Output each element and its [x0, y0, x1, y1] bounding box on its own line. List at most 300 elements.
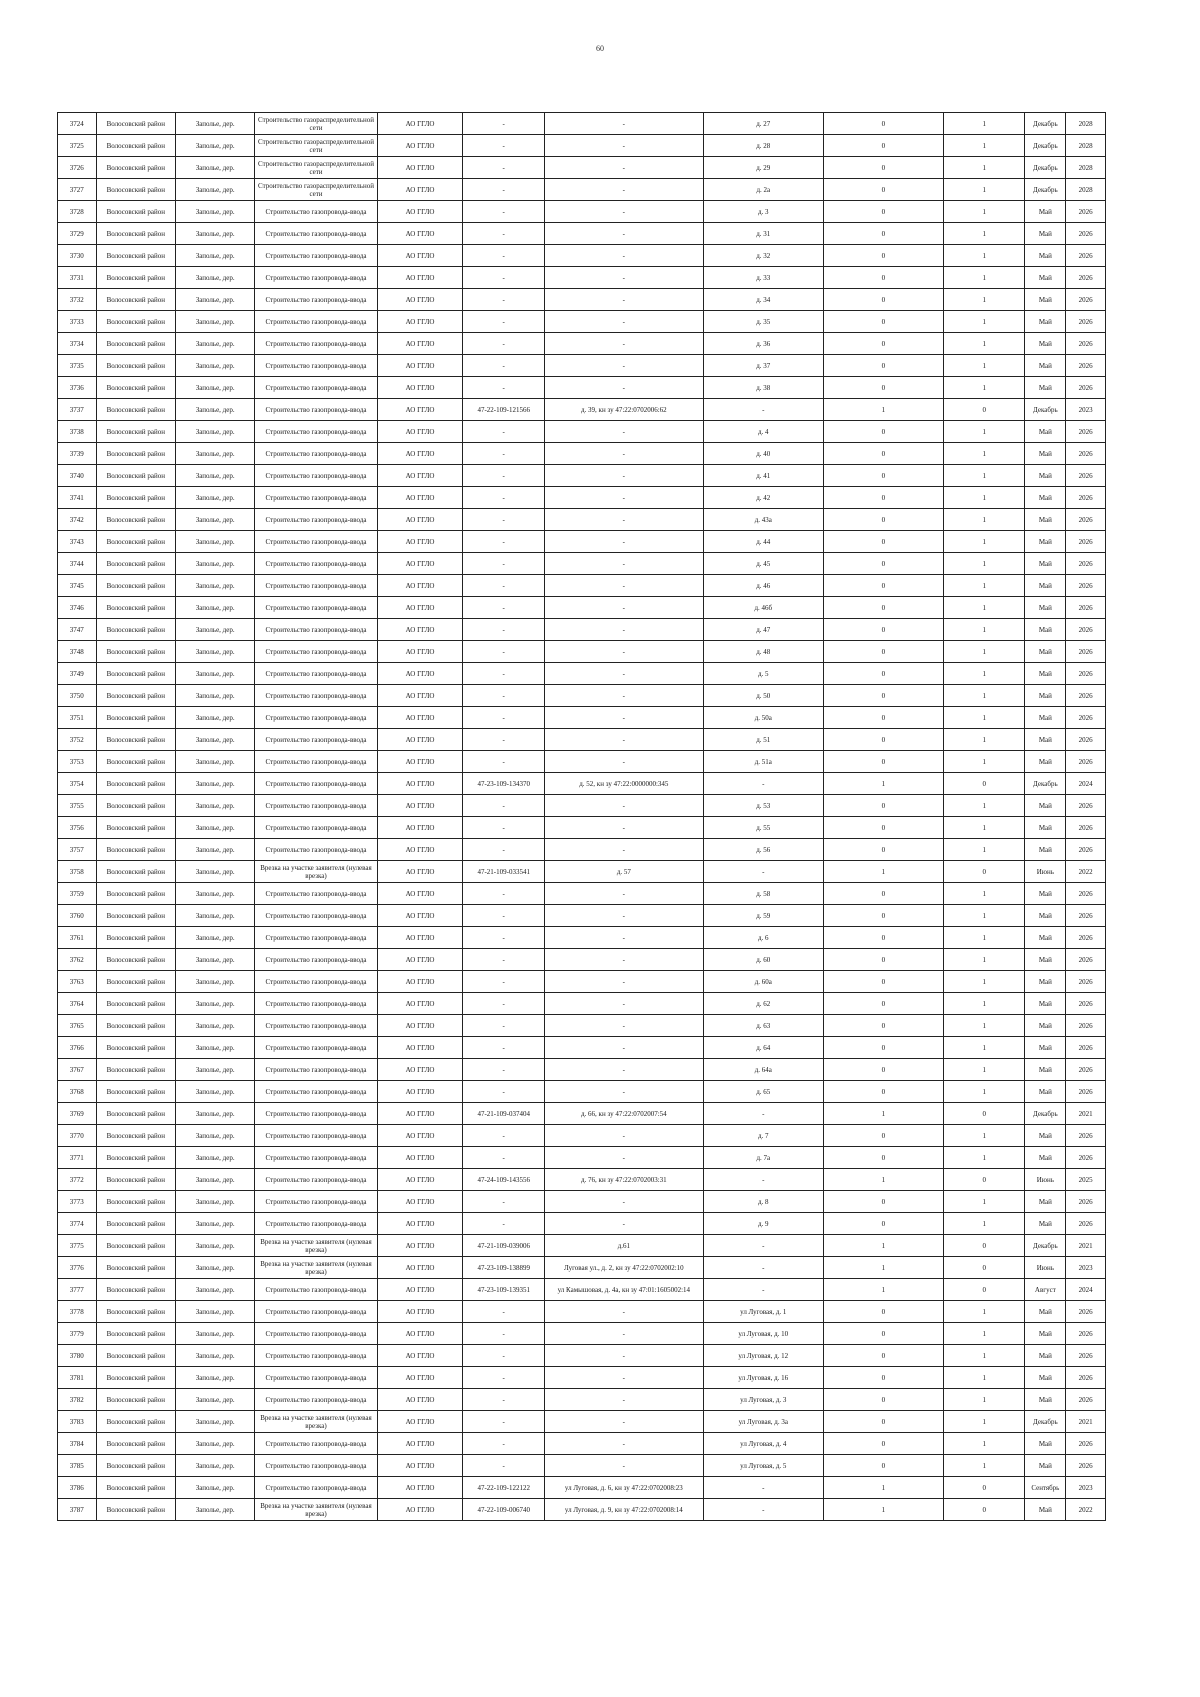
house-address-cell: ул Луговая, д. 4: [703, 1433, 823, 1455]
count-a-cell: 0: [823, 1125, 943, 1147]
table-row: [58, 135, 1106, 157]
row-number-cell: 3756: [58, 817, 97, 839]
count-a-cell: 0: [823, 1345, 943, 1367]
table-row: [58, 1103, 1106, 1125]
application-number-cell: -: [463, 927, 545, 949]
house-address-cell: д. 51: [703, 729, 823, 751]
district-cell: Волосовский район: [96, 861, 175, 883]
house-address-cell: д. 42: [703, 487, 823, 509]
year-cell: 2026: [1066, 597, 1106, 619]
month-cell: Май: [1025, 333, 1066, 355]
organization-cell: АО ГГЛО: [377, 135, 463, 157]
application-number-cell: 47-23-109-134370: [463, 773, 545, 795]
count-b-cell: 1: [943, 113, 1025, 135]
count-a-cell: 0: [823, 1455, 943, 1477]
settlement-cell: Заполье, дер.: [175, 201, 254, 223]
row-number-cell: 3780: [58, 1345, 97, 1367]
application-number-cell: -: [463, 663, 545, 685]
count-a-cell: 0: [823, 1367, 943, 1389]
count-a-cell: 0: [823, 707, 943, 729]
year-cell: 2028: [1066, 157, 1106, 179]
cadastral-address-cell: -: [544, 1411, 703, 1433]
house-address-cell: -: [703, 1257, 823, 1279]
year-cell: 2026: [1066, 795, 1106, 817]
count-b-cell: 0: [943, 1103, 1025, 1125]
row-number-cell: 3742: [58, 509, 97, 531]
year-cell: 2026: [1066, 553, 1106, 575]
table-row: [58, 663, 1106, 685]
organization-cell: АО ГГЛО: [377, 1433, 463, 1455]
cadastral-address-cell: -: [544, 421, 703, 443]
organization-cell: АО ГГЛО: [377, 597, 463, 619]
organization-cell: АО ГГЛО: [377, 1147, 463, 1169]
organization-cell: АО ГГЛО: [377, 817, 463, 839]
settlement-cell: Заполье, дер.: [175, 465, 254, 487]
house-address-cell: -: [703, 861, 823, 883]
district-cell: Волосовский район: [96, 135, 175, 157]
count-b-cell: 1: [943, 949, 1025, 971]
district-cell: Волосовский район: [96, 1169, 175, 1191]
month-cell: Май: [1025, 487, 1066, 509]
cadastral-address-cell: -: [544, 597, 703, 619]
application-number-cell: -: [463, 905, 545, 927]
work-type-cell: Строительство газопровода-ввода: [255, 267, 377, 289]
settlement-cell: Заполье, дер.: [175, 1433, 254, 1455]
count-b-cell: 1: [943, 509, 1025, 531]
district-cell: Волосовский район: [96, 839, 175, 861]
house-address-cell: д. 5: [703, 663, 823, 685]
application-number-cell: -: [463, 179, 545, 201]
work-type-cell: Строительство газопровода-ввода: [255, 201, 377, 223]
count-a-cell: 0: [823, 487, 943, 509]
cadastral-address-cell: ул Луговая, д. 6, кн зу 47:22:0702008:23: [544, 1477, 703, 1499]
count-b-cell: 1: [943, 1191, 1025, 1213]
count-a-cell: 1: [823, 399, 943, 421]
year-cell: 2026: [1066, 883, 1106, 905]
year-cell: 2026: [1066, 421, 1106, 443]
row-number-cell: 3733: [58, 311, 97, 333]
year-cell: 2022: [1066, 861, 1106, 883]
organization-cell: АО ГГЛО: [377, 949, 463, 971]
count-a-cell: 0: [823, 223, 943, 245]
house-address-cell: д. 31: [703, 223, 823, 245]
application-number-cell: -: [463, 1147, 545, 1169]
application-number-cell: -: [463, 839, 545, 861]
settlement-cell: Заполье, дер.: [175, 223, 254, 245]
settlement-cell: Заполье, дер.: [175, 1103, 254, 1125]
count-a-cell: 0: [823, 927, 943, 949]
count-b-cell: 1: [943, 1059, 1025, 1081]
cadastral-address-cell: -: [544, 465, 703, 487]
cadastral-address-cell: -: [544, 1301, 703, 1323]
settlement-cell: Заполье, дер.: [175, 553, 254, 575]
year-cell: 2026: [1066, 1323, 1106, 1345]
house-address-cell: д. 6: [703, 927, 823, 949]
row-number-cell: 3739: [58, 443, 97, 465]
count-b-cell: 1: [943, 795, 1025, 817]
district-cell: Волосовский район: [96, 267, 175, 289]
table-row: [58, 1345, 1106, 1367]
table-row: [58, 861, 1106, 883]
count-a-cell: 0: [823, 971, 943, 993]
count-b-cell: 1: [943, 1411, 1025, 1433]
house-address-cell: д. 40: [703, 443, 823, 465]
month-cell: Май: [1025, 619, 1066, 641]
month-cell: Май: [1025, 993, 1066, 1015]
row-number-cell: 3759: [58, 883, 97, 905]
count-b-cell: 1: [943, 465, 1025, 487]
settlement-cell: Заполье, дер.: [175, 245, 254, 267]
settlement-cell: Заполье, дер.: [175, 1301, 254, 1323]
year-cell: 2026: [1066, 311, 1106, 333]
work-type-cell: Строительство газопровода-ввода: [255, 1037, 377, 1059]
table-row: [58, 421, 1106, 443]
work-type-cell: Строительство газопровода-ввода: [255, 707, 377, 729]
row-number-cell: 3773: [58, 1191, 97, 1213]
settlement-cell: Заполье, дер.: [175, 399, 254, 421]
count-b-cell: 1: [943, 993, 1025, 1015]
application-number-cell: -: [463, 1125, 545, 1147]
count-a-cell: 0: [823, 663, 943, 685]
cadastral-address-cell: Луговая ул., д. 2, кн зу 47:22:0702002:10: [544, 1257, 703, 1279]
application-number-cell: -: [463, 509, 545, 531]
organization-cell: АО ГГЛО: [377, 1037, 463, 1059]
organization-cell: АО ГГЛО: [377, 993, 463, 1015]
year-cell: 2026: [1066, 201, 1106, 223]
table-row: [58, 1499, 1106, 1521]
row-number-cell: 3746: [58, 597, 97, 619]
settlement-cell: Заполье, дер.: [175, 795, 254, 817]
row-number-cell: 3724: [58, 113, 97, 135]
table-row: [58, 575, 1106, 597]
month-cell: Май: [1025, 289, 1066, 311]
table-row: [58, 1433, 1106, 1455]
count-b-cell: 1: [943, 839, 1025, 861]
district-cell: Волосовский район: [96, 641, 175, 663]
application-number-cell: -: [463, 1213, 545, 1235]
year-cell: 2026: [1066, 531, 1106, 553]
cadastral-address-cell: -: [544, 1015, 703, 1037]
house-address-cell: -: [703, 1169, 823, 1191]
cadastral-address-cell: -: [544, 113, 703, 135]
table-row: [58, 619, 1106, 641]
table-row: [58, 1147, 1106, 1169]
cadastral-address-cell: -: [544, 223, 703, 245]
settlement-cell: Заполье, дер.: [175, 729, 254, 751]
settlement-cell: Заполье, дер.: [175, 531, 254, 553]
application-number-cell: -: [463, 817, 545, 839]
application-number-cell: -: [463, 575, 545, 597]
settlement-cell: Заполье, дер.: [175, 1059, 254, 1081]
year-cell: 2024: [1066, 1279, 1106, 1301]
table-row: [58, 1279, 1106, 1301]
work-type-cell: Строительство газопровода-ввода: [255, 619, 377, 641]
district-cell: Волосовский район: [96, 1433, 175, 1455]
table-row: [58, 179, 1106, 201]
district-cell: Волосовский район: [96, 1191, 175, 1213]
application-number-cell: -: [463, 553, 545, 575]
district-cell: Волосовский район: [96, 1037, 175, 1059]
house-address-cell: д. 2а: [703, 179, 823, 201]
month-cell: Май: [1025, 1323, 1066, 1345]
work-type-cell: Строительство газопровода-ввода: [255, 487, 377, 509]
settlement-cell: Заполье, дер.: [175, 311, 254, 333]
application-number-cell: -: [463, 355, 545, 377]
work-type-cell: Строительство газопровода-ввода: [255, 1125, 377, 1147]
settlement-cell: Заполье, дер.: [175, 839, 254, 861]
count-b-cell: 1: [943, 443, 1025, 465]
row-number-cell: 3755: [58, 795, 97, 817]
year-cell: 2024: [1066, 773, 1106, 795]
work-type-cell: Строительство газопровода-ввода: [255, 993, 377, 1015]
year-cell: 2026: [1066, 1455, 1106, 1477]
application-number-cell: -: [463, 1389, 545, 1411]
work-type-cell: Строительство газопровода-ввода: [255, 685, 377, 707]
count-b-cell: 1: [943, 267, 1025, 289]
district-cell: Волосовский район: [96, 531, 175, 553]
year-cell: 2026: [1066, 927, 1106, 949]
month-cell: Май: [1025, 1301, 1066, 1323]
district-cell: Волосовский район: [96, 1213, 175, 1235]
organization-cell: АО ГГЛО: [377, 1323, 463, 1345]
house-address-cell: д. 48: [703, 641, 823, 663]
count-b-cell: 1: [943, 729, 1025, 751]
row-number-cell: 3785: [58, 1455, 97, 1477]
settlement-cell: Заполье, дер.: [175, 157, 254, 179]
count-a-cell: 0: [823, 685, 943, 707]
work-type-cell: Строительство газопровода-ввода: [255, 1345, 377, 1367]
cadastral-address-cell: -: [544, 531, 703, 553]
organization-cell: АО ГГЛО: [377, 553, 463, 575]
year-cell: 2026: [1066, 707, 1106, 729]
work-type-cell: Строительство газопровода-ввода: [255, 1323, 377, 1345]
cadastral-address-cell: -: [544, 575, 703, 597]
organization-cell: АО ГГЛО: [377, 1125, 463, 1147]
district-cell: Волосовский район: [96, 729, 175, 751]
work-type-cell: Врезка на участке заявителя (нулевая врезка): [255, 1235, 377, 1257]
cadastral-address-cell: -: [544, 905, 703, 927]
organization-cell: АО ГГЛО: [377, 1059, 463, 1081]
count-b-cell: 1: [943, 663, 1025, 685]
house-address-cell: д. 50: [703, 685, 823, 707]
count-b-cell: 0: [943, 1499, 1025, 1521]
settlement-cell: Заполье, дер.: [175, 1389, 254, 1411]
application-number-cell: -: [463, 685, 545, 707]
district-cell: Волосовский район: [96, 245, 175, 267]
month-cell: Декабрь: [1025, 135, 1066, 157]
organization-cell: АО ГГЛО: [377, 201, 463, 223]
work-type-cell: Строительство газопровода-ввода: [255, 773, 377, 795]
year-cell: 2026: [1066, 1125, 1106, 1147]
house-address-cell: д. 4: [703, 421, 823, 443]
district-cell: Волосовский район: [96, 1081, 175, 1103]
month-cell: Декабрь: [1025, 399, 1066, 421]
organization-cell: АО ГГЛО: [377, 751, 463, 773]
year-cell: 2026: [1066, 1147, 1106, 1169]
settlement-cell: Заполье, дер.: [175, 1257, 254, 1279]
table-row: [58, 223, 1106, 245]
count-b-cell: 1: [943, 685, 1025, 707]
count-a-cell: 0: [823, 333, 943, 355]
house-address-cell: д. 34: [703, 289, 823, 311]
row-number-cell: 3745: [58, 575, 97, 597]
work-type-cell: Строительство газопровода-ввода: [255, 289, 377, 311]
district-cell: Волосовский район: [96, 399, 175, 421]
row-number-cell: 3786: [58, 1477, 97, 1499]
count-a-cell: 1: [823, 1477, 943, 1499]
organization-cell: АО ГГЛО: [377, 905, 463, 927]
settlement-cell: Заполье, дер.: [175, 597, 254, 619]
work-type-cell: Строительство газопровода-ввода: [255, 949, 377, 971]
application-number-cell: -: [463, 1367, 545, 1389]
table-row: [58, 949, 1106, 971]
table-row: [58, 1301, 1106, 1323]
year-cell: 2026: [1066, 509, 1106, 531]
row-number-cell: 3766: [58, 1037, 97, 1059]
house-address-cell: д. 43а: [703, 509, 823, 531]
row-number-cell: 3727: [58, 179, 97, 201]
settlement-cell: Заполье, дер.: [175, 949, 254, 971]
table-row: [58, 289, 1106, 311]
organization-cell: АО ГГЛО: [377, 729, 463, 751]
house-address-cell: д. 53: [703, 795, 823, 817]
settlement-cell: Заполье, дер.: [175, 993, 254, 1015]
row-number-cell: 3761: [58, 927, 97, 949]
count-b-cell: 1: [943, 1037, 1025, 1059]
count-b-cell: 1: [943, 531, 1025, 553]
count-a-cell: 0: [823, 421, 943, 443]
district-cell: Волосовский район: [96, 1257, 175, 1279]
application-number-cell: -: [463, 1323, 545, 1345]
year-cell: 2026: [1066, 377, 1106, 399]
settlement-cell: Заполье, дер.: [175, 1081, 254, 1103]
month-cell: Май: [1025, 201, 1066, 223]
table-row: [58, 1235, 1106, 1257]
work-type-cell: Строительство газораспределительной сети: [255, 113, 377, 135]
organization-cell: АО ГГЛО: [377, 1257, 463, 1279]
count-a-cell: 0: [823, 949, 943, 971]
settlement-cell: Заполье, дер.: [175, 707, 254, 729]
district-cell: Волосовский район: [96, 553, 175, 575]
count-a-cell: 0: [823, 179, 943, 201]
work-type-cell: Врезка на участке заявителя (нулевая врезка): [255, 1257, 377, 1279]
cadastral-address-cell: -: [544, 1455, 703, 1477]
table-row: [58, 1455, 1106, 1477]
application-number-cell: -: [463, 1015, 545, 1037]
year-cell: 2026: [1066, 1059, 1106, 1081]
count-a-cell: 0: [823, 1059, 943, 1081]
registry-table-body: [58, 113, 1106, 1521]
year-cell: 2021: [1066, 1103, 1106, 1125]
count-a-cell: 0: [823, 201, 943, 223]
table-row: [58, 509, 1106, 531]
count-b-cell: 1: [943, 1125, 1025, 1147]
table-row: [58, 1389, 1106, 1411]
table-row: [58, 641, 1106, 663]
house-address-cell: -: [703, 773, 823, 795]
cadastral-address-cell: -: [544, 135, 703, 157]
application-number-cell: -: [463, 1081, 545, 1103]
cadastral-address-cell: -: [544, 509, 703, 531]
cadastral-address-cell: -: [544, 883, 703, 905]
work-type-cell: Врезка на участке заявителя (нулевая врезка): [255, 1499, 377, 1521]
settlement-cell: Заполье, дер.: [175, 619, 254, 641]
count-b-cell: 1: [943, 971, 1025, 993]
district-cell: Волосовский район: [96, 421, 175, 443]
count-a-cell: 0: [823, 993, 943, 1015]
district-cell: Волосовский район: [96, 707, 175, 729]
house-address-cell: -: [703, 399, 823, 421]
district-cell: Волосовский район: [96, 1367, 175, 1389]
year-cell: 2026: [1066, 971, 1106, 993]
district-cell: Волосовский район: [96, 355, 175, 377]
work-type-cell: Врезка на участке заявителя (нулевая врезка): [255, 1411, 377, 1433]
house-address-cell: д. 9: [703, 1213, 823, 1235]
cadastral-address-cell: -: [544, 289, 703, 311]
organization-cell: АО ГГЛО: [377, 377, 463, 399]
application-number-cell: -: [463, 1037, 545, 1059]
application-number-cell: -: [463, 421, 545, 443]
count-a-cell: 0: [823, 1433, 943, 1455]
count-a-cell: 0: [823, 1301, 943, 1323]
organization-cell: АО ГГЛО: [377, 861, 463, 883]
settlement-cell: Заполье, дер.: [175, 1367, 254, 1389]
house-address-cell: д. 51а: [703, 751, 823, 773]
organization-cell: АО ГГЛО: [377, 1081, 463, 1103]
month-cell: Май: [1025, 927, 1066, 949]
month-cell: Май: [1025, 267, 1066, 289]
year-cell: 2023: [1066, 1477, 1106, 1499]
count-b-cell: 1: [943, 201, 1025, 223]
application-number-cell: -: [463, 707, 545, 729]
row-number-cell: 3728: [58, 201, 97, 223]
count-b-cell: 1: [943, 421, 1025, 443]
count-b-cell: 0: [943, 399, 1025, 421]
organization-cell: АО ГГЛО: [377, 1213, 463, 1235]
year-cell: 2026: [1066, 905, 1106, 927]
year-cell: 2026: [1066, 575, 1106, 597]
organization-cell: АО ГГЛО: [377, 685, 463, 707]
cadastral-address-cell: -: [544, 707, 703, 729]
count-a-cell: 0: [823, 619, 943, 641]
row-number-cell: 3747: [58, 619, 97, 641]
settlement-cell: Заполье, дер.: [175, 377, 254, 399]
work-type-cell: Строительство газопровода-ввода: [255, 729, 377, 751]
district-cell: Волосовский район: [96, 179, 175, 201]
settlement-cell: Заполье, дер.: [175, 1345, 254, 1367]
district-cell: Волосовский район: [96, 509, 175, 531]
count-b-cell: 1: [943, 1015, 1025, 1037]
application-number-cell: -: [463, 619, 545, 641]
year-cell: 2026: [1066, 1191, 1106, 1213]
cadastral-address-cell: -: [544, 201, 703, 223]
work-type-cell: Строительство газопровода-ввода: [255, 839, 377, 861]
year-cell: 2026: [1066, 839, 1106, 861]
settlement-cell: Заполье, дер.: [175, 641, 254, 663]
month-cell: Декабрь: [1025, 157, 1066, 179]
house-address-cell: д. 3: [703, 201, 823, 223]
organization-cell: АО ГГЛО: [377, 245, 463, 267]
count-b-cell: 1: [943, 487, 1025, 509]
row-number-cell: 3781: [58, 1367, 97, 1389]
count-b-cell: 1: [943, 157, 1025, 179]
work-type-cell: Строительство газопровода-ввода: [255, 421, 377, 443]
month-cell: Май: [1025, 553, 1066, 575]
count-b-cell: 1: [943, 1389, 1025, 1411]
year-cell: 2023: [1066, 1257, 1106, 1279]
month-cell: Май: [1025, 883, 1066, 905]
settlement-cell: Заполье, дер.: [175, 1235, 254, 1257]
